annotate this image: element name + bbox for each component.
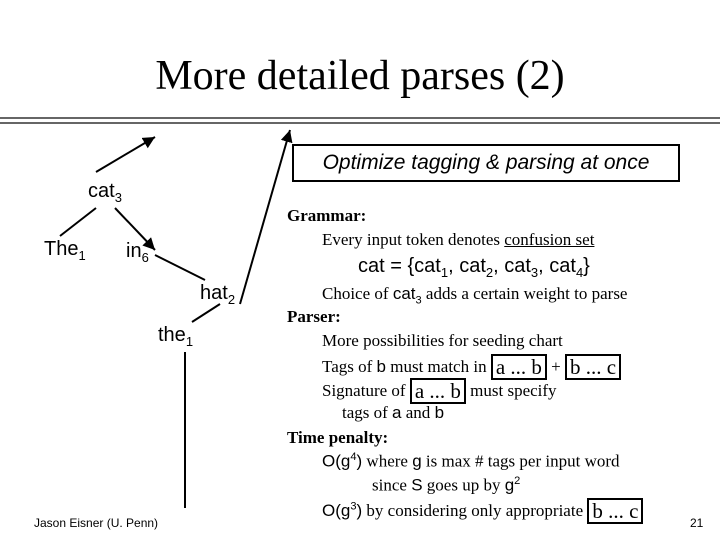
grammar-line1: Every input token denotes confusion set: [322, 230, 595, 249]
tree-edge-hat2-up: [240, 130, 290, 304]
span-box-b-c-appropriate: b ... c: [587, 498, 643, 524]
footer-author: Jason Eisner (U. Penn): [34, 516, 159, 530]
grammar-heading: Grammar:: [287, 206, 367, 225]
tree-edge-the1-cat3: [60, 208, 96, 236]
time-heading: Time penalty:: [287, 428, 389, 447]
callout-box: Optimize tagging & parsing at once: [292, 144, 680, 182]
time-line3: $O(g^3)$ by considering only appropriate b ... c: [322, 498, 643, 524]
span-box-a-b-signature: a ... b: [410, 378, 466, 404]
parser-signature-line: Signature of a ... b must specify: [322, 379, 557, 403]
tree-node-hat2: hat$_2$: [200, 282, 236, 307]
time-line2: since S goes up by $g^2$: [372, 475, 521, 495]
time-line1: $O(g^4)$ where g is max # tags per input word: [322, 451, 620, 471]
parser-signature-line2: tags of a and b: [342, 403, 445, 422]
tree-node-in6: $in_6$: [126, 240, 149, 265]
tree-edge-in6-hat2: [155, 255, 205, 280]
span-box-b-c: b ... c: [565, 354, 621, 380]
slide-title: More detailed parses (2): [155, 53, 565, 99]
parser-heading: Parser:: [287, 307, 341, 326]
tree-node-cat3: cat$_3$: [88, 180, 122, 205]
span-box-a-b: a ... b: [491, 354, 547, 380]
tree-edge-cat3-up: [96, 137, 155, 172]
parser-line1: More possibilities for seeding chart: [322, 331, 563, 350]
confusion-set-expr: cat = {cat$_1$, cat$_2$, cat$_3$, cat$_4$}: [358, 255, 590, 280]
tree-node-the1: The$_1$: [44, 238, 86, 263]
tree-node-the1-lower: the$_1$: [158, 324, 194, 349]
grammar-choice-line: Choice of cat$_3$ adds a certain weight to parse: [322, 284, 628, 307]
page-number: 21: [690, 516, 704, 530]
parser-tags-line: Tags of b must match in a ... b + b ... c: [322, 354, 621, 380]
